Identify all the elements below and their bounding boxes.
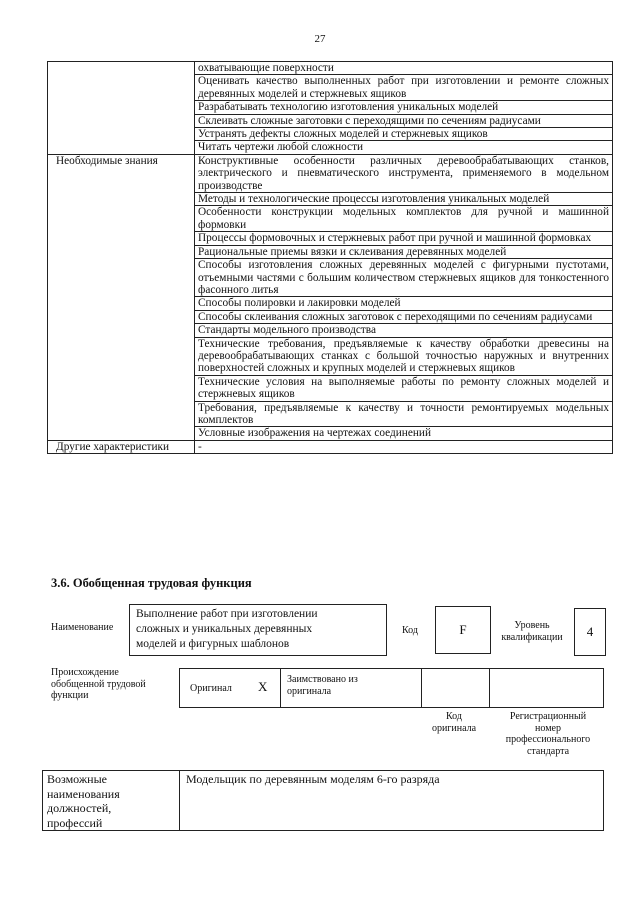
row-text: Требования, предъявляемые к качеству и точности ремонтируемых модельных комплектов [195,401,613,427]
row-text: Рациональные приемы вязки и склеивания деревянных моделей [195,245,613,258]
table-row [48,114,613,127]
row-label [48,141,195,154]
origin-divider-2 [421,669,422,707]
row-label [48,193,195,206]
skills-knowledge-table [47,61,613,454]
row-text: - [195,440,613,453]
table-row [48,232,613,245]
row-label [48,375,195,401]
original-mark: X [258,679,268,694]
row-label [48,101,195,114]
level-label-line2: квалификации [501,631,563,643]
positions-table [42,770,604,831]
function-name-line2: сложных и уникальных деревянных [136,623,313,635]
table-row [48,337,613,375]
row-label [48,401,195,427]
level-value-box: 4 [574,608,606,656]
row-text: Способы полировки и лакировки моделей [195,297,613,310]
table-row [48,206,613,232]
table-row [48,310,613,323]
row-text: Устранять дефекты сложных моделей и стержневых ящиков [195,128,613,141]
table-row [48,297,613,310]
table-row [48,324,613,337]
row-label [48,297,195,310]
row-label [48,232,195,245]
borrowed-label [287,674,358,697]
row-label [48,324,195,337]
origin-label-line1: Происхождение [51,667,119,678]
original-label: Оригинал [190,683,232,694]
row-label [48,114,195,127]
code-original-caption [418,711,490,734]
borrowed-label-line1: Заимствовано из [287,674,358,685]
row-text: Процессы формовочных и стержневых работ при ручной и машинной формовках [195,232,613,245]
row-text: Читать чертежи любой сложности [195,141,613,154]
function-name-box [129,604,387,656]
reg-number-caption-line3: профессионального [505,734,591,745]
row-label [48,427,195,440]
row-label [48,245,195,258]
positions-value: Модельщик по деревянным моделям 6-го разряда [186,772,440,786]
positions-label-line4: профессий [47,815,103,830]
origin-divider-1 [280,669,281,707]
code-original-caption-line2: оригинала [431,722,477,734]
table-row [48,440,613,453]
section-title: 3.6. Обобщенная трудовая функция [51,576,252,590]
row-text: Оценивать качество выполненных работ при изготовлении и ремонте сложных деревянных моделей и стержневых ящиков [195,75,613,101]
row-label [48,128,195,141]
row-label [48,75,195,101]
code-label: Код [402,625,418,636]
row-label [48,337,195,375]
table-row [48,141,613,154]
row-text: Технические требования, предъявляемые к качеству обработки древесины на деревообрабатывающих станках с большой точностью наружных и внутренних поверхностей сложных и крупных моделей и стержневых ящиков [195,337,613,375]
table-row [48,101,613,114]
table-row [48,375,613,401]
page-number: 27 [314,33,326,45]
level-label-line1: Уровень [514,620,550,631]
table-row [48,62,613,75]
table-row [48,193,613,206]
row-label: Другие характеристики [48,440,195,453]
row-text: Методы и технологические процессы изготовления уникальных моделей [195,193,613,206]
row-label [48,310,195,323]
row-text: Способы изготовления сложных деревянных моделей с фигурными пустотами, отъемными частями с большим количеством стержневых ящиков для тонкостенного фасонного литья [195,259,613,297]
table-row [48,154,613,192]
table-row [48,259,613,297]
table-row [48,128,613,141]
row-text: Технические условия на выполняемые работы по ремонту сложных моделей и стержневых ящиков [195,375,613,401]
table-row [48,245,613,258]
origin-table [179,668,604,708]
name-label: Наименование [51,622,114,633]
row-text: Склеивать сложные заготовки с переходящими по сечениям радиусами [195,114,613,127]
positions-label-line2: наименования [47,786,120,801]
table-row [48,427,613,440]
level-label [492,620,572,643]
code-original-caption-line1: Код [446,711,462,722]
positions-label-line1: Возможные [47,772,107,786]
origin-label-line2: обобщенной трудовой [51,678,146,690]
row-text: Разрабатывать технологию изготовления уникальных моделей [195,101,613,114]
reg-number-caption [496,711,600,757]
origin-label-line3: функции [51,690,89,701]
row-text: Конструктивные особенности различных деревообрабатывающих станков, электрического и пневматического инструмента, применяемого в модельном производстве [195,154,613,192]
row-text: Стандарты модельного производства [195,324,613,337]
row-text: Способы склеивания сложных заготовок с переходящими по сечениям радиусами [195,310,613,323]
row-text: Условные изображения на чертежах соединений [195,427,613,440]
row-label [48,62,195,75]
origin-divider-3 [489,669,490,707]
table-row [48,401,613,427]
borrowed-label-line2: оригинала [287,685,332,697]
row-label: Необходимые знания [48,154,195,192]
reg-number-caption-line1: Регистрационный [509,711,587,722]
reg-number-caption-line4: стандарта [526,745,570,757]
row-label [48,259,195,297]
code-value-box: F [435,606,491,654]
positions-label [43,771,180,830]
row-text: охватывающие поверхности [195,62,613,75]
row-text: Особенности конструкции модельных комплектов для ручной и машинной формовки [195,206,613,232]
reg-number-caption-line2: номер [535,722,561,734]
origin-label [51,667,146,702]
row-label [48,206,195,232]
positions-label-line3: должностей, [47,801,112,815]
function-name-line3: моделей и фигурных шаблонов [136,638,290,650]
function-name-line1: Выполнение работ при изготовлении [136,608,318,620]
table-row [48,75,613,101]
